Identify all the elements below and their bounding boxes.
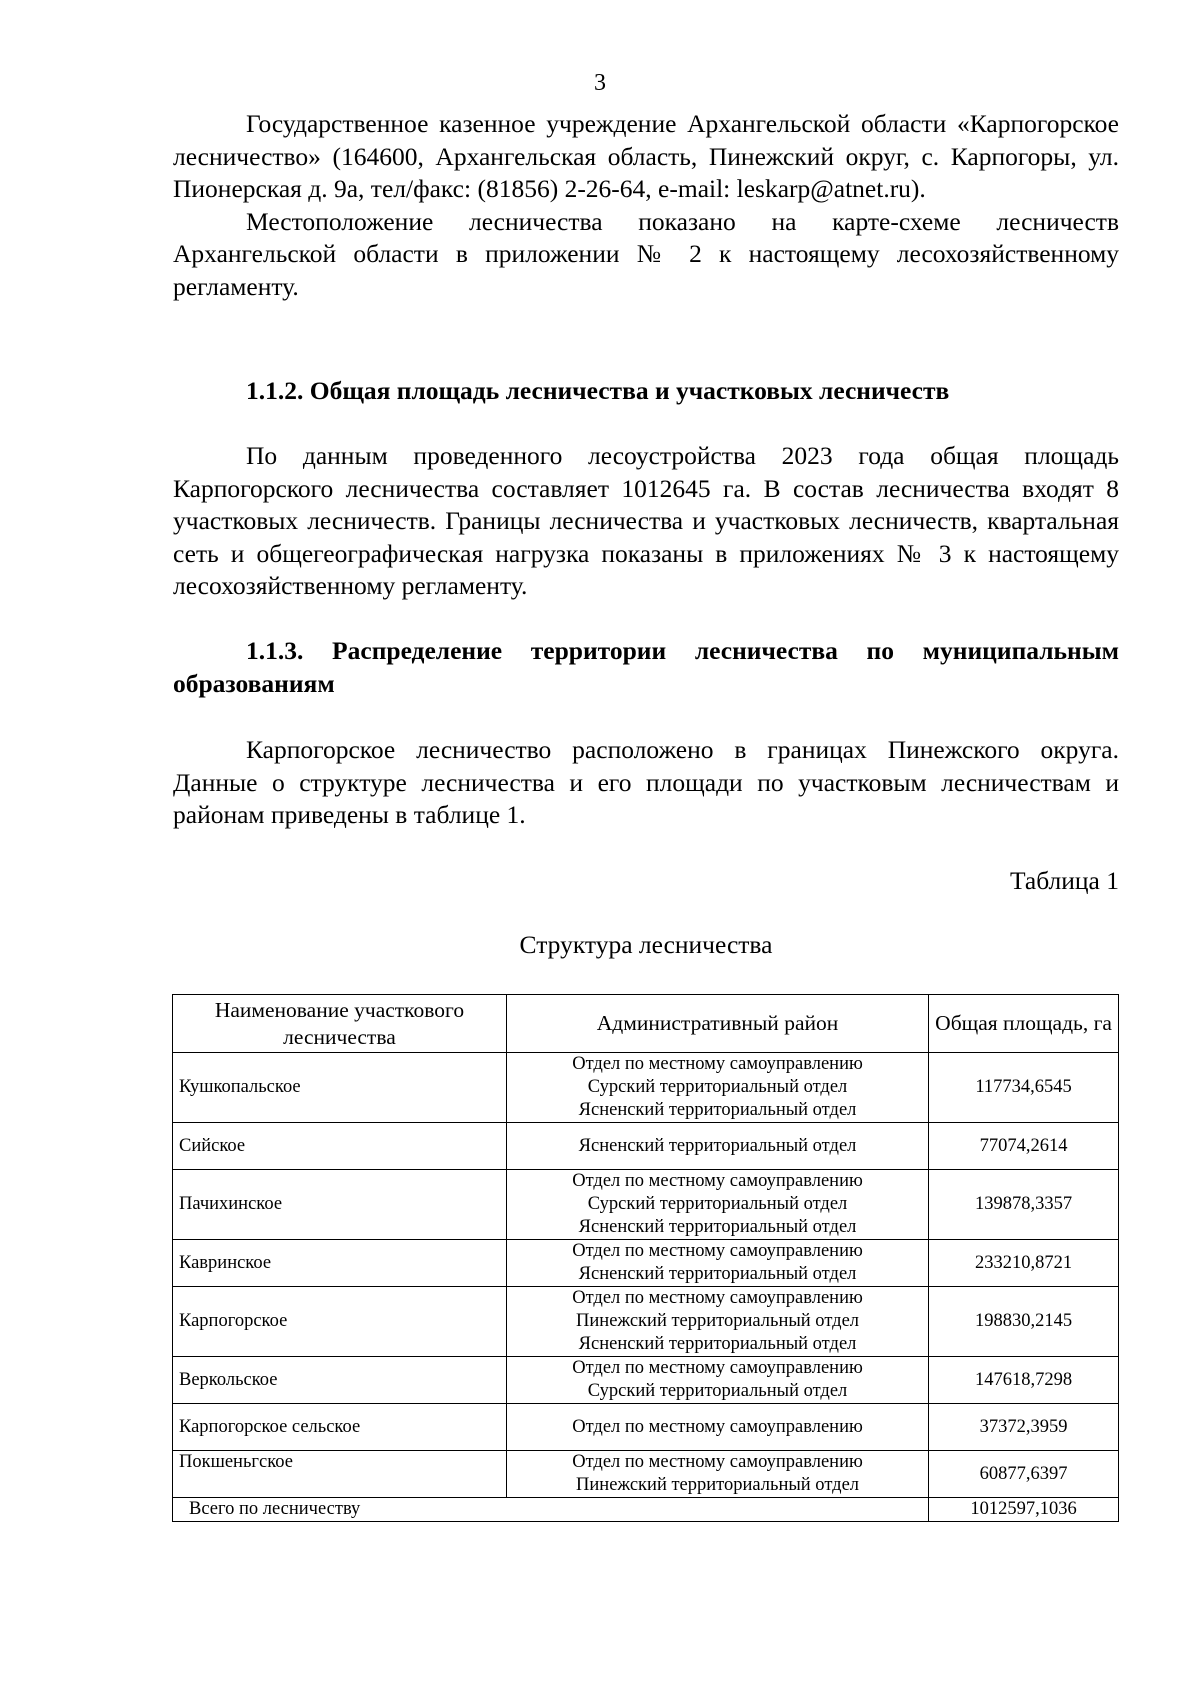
cell-area: 147618,7298 — [929, 1357, 1119, 1404]
cell-name: Карпогорское сельское — [173, 1404, 507, 1451]
table-row — [173, 1357, 1119, 1404]
paragraph-organization: Государственное казенное учреждение Архангельской области «Карпогорское лесничество» (164600, Архангельская область, Пинежский округ, с. Карпогоры, ул. Пионерская д. 9а, тел/факс: (81856) 2-26-64, e-mail: leskarp@atnet.ru). — [173, 109, 1119, 203]
table-total-row — [173, 1498, 1119, 1522]
cell-districts — [506, 1357, 928, 1404]
district-line: Отдел по местному самоуправлению — [572, 1452, 863, 1472]
cell-districts — [506, 1053, 928, 1123]
district-line: Отдел по местному самоуправлению — [572, 1054, 863, 1074]
cell-districts — [506, 1170, 928, 1240]
district-line: Сурский территориальный отдел — [587, 1077, 848, 1097]
cell-name: Кавринское — [173, 1240, 507, 1287]
paragraph-location: Местоположение лесничества показано на карте-схеме лесничеств Архангельской области в приложении № 2 к настоящему лесохозяйственному регламенту. — [173, 206, 1119, 301]
table-row — [173, 1240, 1119, 1287]
paragraph-distribution: Карпогорское лесничество расположено в границах Пинежского округа. Данные о структуре лесничества и его площади по участковым лесничествам и районам приведены в таблице 1. — [173, 735, 1119, 829]
district-line: Отдел по местному самоуправлению — [572, 1171, 863, 1191]
cell-name: Веркольское — [173, 1357, 507, 1404]
cell-area: 233210,8721 — [929, 1240, 1119, 1287]
cell-districts — [506, 1451, 928, 1498]
district-line: Отдел по местному самоуправлению — [572, 1358, 863, 1378]
cell-name: Кушкопальское — [173, 1053, 507, 1123]
district-line: Пинежский территориальный отдел — [576, 1475, 860, 1495]
section-heading: 1.1.2. Общая площадь лесничества и участковых лесничеств — [246, 376, 950, 405]
district-line: Сурский территориальный отдел — [587, 1381, 848, 1401]
cell-area: 198830,2145 — [929, 1287, 1119, 1357]
table-header-row — [173, 995, 1119, 1053]
total-label: Всего по лесничеству — [173, 1498, 929, 1522]
cell-districts — [506, 1404, 928, 1451]
section-1-1-3-body — [173, 734, 1119, 832]
district-line: Отдел по местному самоуправлению — [572, 1241, 863, 1261]
district-line: Сурский территориальный отдел — [587, 1194, 848, 1214]
district-line: Ясненский территориальный отдел — [578, 1264, 857, 1284]
section-heading: 1.1.3. Распределение территории лесничества по муниципальным образованиям — [173, 636, 1119, 698]
total-value: 1012597,1036 — [929, 1498, 1119, 1522]
table-row — [173, 1170, 1119, 1240]
paragraph-area: По данным проведенного лесоустройства 2023 года общая площадь Карпогорского лесничества составляет 1012645 га. В состав лесничества входят 8 участковых лесничеств. Границы лесничества и участковых лесничеств, квартальная сеть и общегеографическая нагрузка показаны в приложениях № 3 к настоящему лесохозяйственному регламенту. — [173, 441, 1119, 600]
district-line: Отдел по местному самоуправлению — [572, 1288, 863, 1308]
district-line: Ясненский территориальный отдел — [578, 1217, 857, 1237]
cell-districts — [506, 1240, 928, 1287]
cell-name: Покшеньгское — [173, 1451, 507, 1498]
cell-districts — [506, 1123, 928, 1170]
section-1-1-2 — [173, 375, 1119, 408]
district-line: Ясненский территориальный отдел — [578, 1100, 857, 1120]
cell-area: 139878,3357 — [929, 1170, 1119, 1240]
cell-area: 117734,6545 — [929, 1053, 1119, 1123]
cell-districts — [506, 1287, 928, 1357]
cell-area: 77074,2614 — [929, 1123, 1119, 1170]
table-title: Структура лесничества — [519, 930, 773, 959]
table-row — [173, 1404, 1119, 1451]
cell-name: Пачихинское — [173, 1170, 507, 1240]
table-row — [173, 1053, 1119, 1123]
section-1-1-2-body — [173, 440, 1119, 603]
table-label: Таблица 1 — [1009, 866, 1119, 895]
district-line: Ясненский территориальный отдел — [578, 1334, 857, 1354]
district-line: Отдел по местному самоуправлению — [572, 1416, 863, 1437]
section-1-1-3 — [173, 635, 1119, 700]
cell-area: 37372,3959 — [929, 1404, 1119, 1451]
intro-block — [173, 108, 1119, 303]
structure-table — [172, 994, 1119, 1522]
district-line: Ясненский территориальный отдел — [578, 1135, 857, 1156]
page-number: 3 — [594, 70, 606, 96]
cell-area: 60877,6397 — [929, 1451, 1119, 1498]
district-line: Пинежский территориальный отдел — [576, 1311, 860, 1331]
table-row — [173, 1451, 1119, 1498]
table-row — [173, 1287, 1119, 1357]
cell-name: Сийское — [173, 1123, 507, 1170]
table-row — [173, 1123, 1119, 1170]
header-district: Административный район — [506, 995, 928, 1053]
header-name: Наименование участкового лесничества — [173, 995, 507, 1053]
header-area: Общая площадь, га — [929, 995, 1119, 1053]
cell-name: Карпогорское — [173, 1287, 507, 1357]
